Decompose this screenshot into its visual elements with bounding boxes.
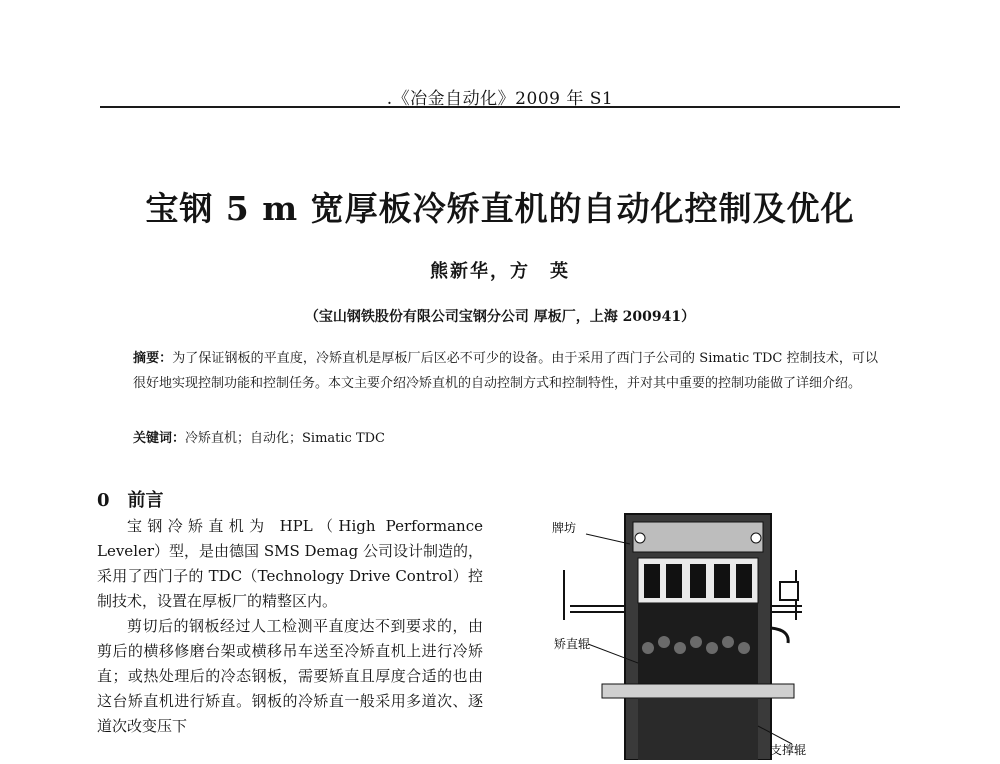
leveler-diagram [540, 508, 830, 760]
lower-cassette [638, 698, 758, 760]
keywords-text: 冷矫直机；自动化；Simatic TDC [185, 431, 385, 446]
body-text [97, 514, 483, 739]
top-crosshead [633, 522, 763, 552]
keywords-label: 关键词： [133, 431, 186, 446]
keywords [133, 426, 878, 451]
label-frame: 牌坊 [552, 521, 577, 535]
abstract [133, 346, 878, 396]
hydraulic-pipe [771, 628, 788, 643]
mill-table [602, 684, 794, 698]
bolt [751, 533, 761, 543]
abstract-text: 为了保证钢板的平直度，冷矫直机是厚板厂后区必不可少的设备。由于采用了西门子公司的 Simatic TDC 控制技术，可以很好地实现控制功能和控制任务。本文主要介绍冷矫直机的自动控制方式和控制特性，并对其中重要的控制功能做了详细介绍。 [133, 351, 878, 391]
right-bracket [780, 582, 798, 600]
article-authors: 熊新华，方 英 [430, 261, 570, 282]
label-backup-roll: 支撑辊 [770, 743, 807, 757]
header-rule [100, 106, 900, 108]
abstract-label: 摘要： [133, 351, 173, 366]
label-leveling-roll: 矫直辊 [554, 637, 591, 651]
article-affiliation: （宝山钢铁股份有限公司宝钢分公司 厚板厂，上海 200941） [304, 309, 696, 325]
left-rail [564, 570, 625, 620]
body-paragraph: 宝钢冷矫直机为 HPL（High Performance Leveler）型，是由德国 SMS Demag 公司设计制造的，采用了西门子的 TDC（Technology Drive Control）控制技术，设置在厚板厂的精整区内。 [97, 517, 483, 610]
section-heading: 0 前言 [97, 490, 164, 511]
journal-header: .《冶金自动化》2009 年 S1 [386, 89, 614, 109]
leader-frame [586, 534, 630, 544]
body-paragraph: 剪切后的钢板经过人工检测平直度达不到要求的，由剪后的横移修磨台架或横移吊车送至冷矫直机上进行冷矫直；或热处理后的冷态钢板，需要矫直且厚度合适的也由这台矫直机进行矫直。钢板的冷矫直一般采用多道次、逐道次改变压下 [97, 617, 483, 735]
leveler-figure [540, 508, 830, 764]
article-title: 宝钢 5 m 宽厚板冷矫直机的自动化控制及优化 [145, 189, 855, 228]
bolt [635, 533, 645, 543]
